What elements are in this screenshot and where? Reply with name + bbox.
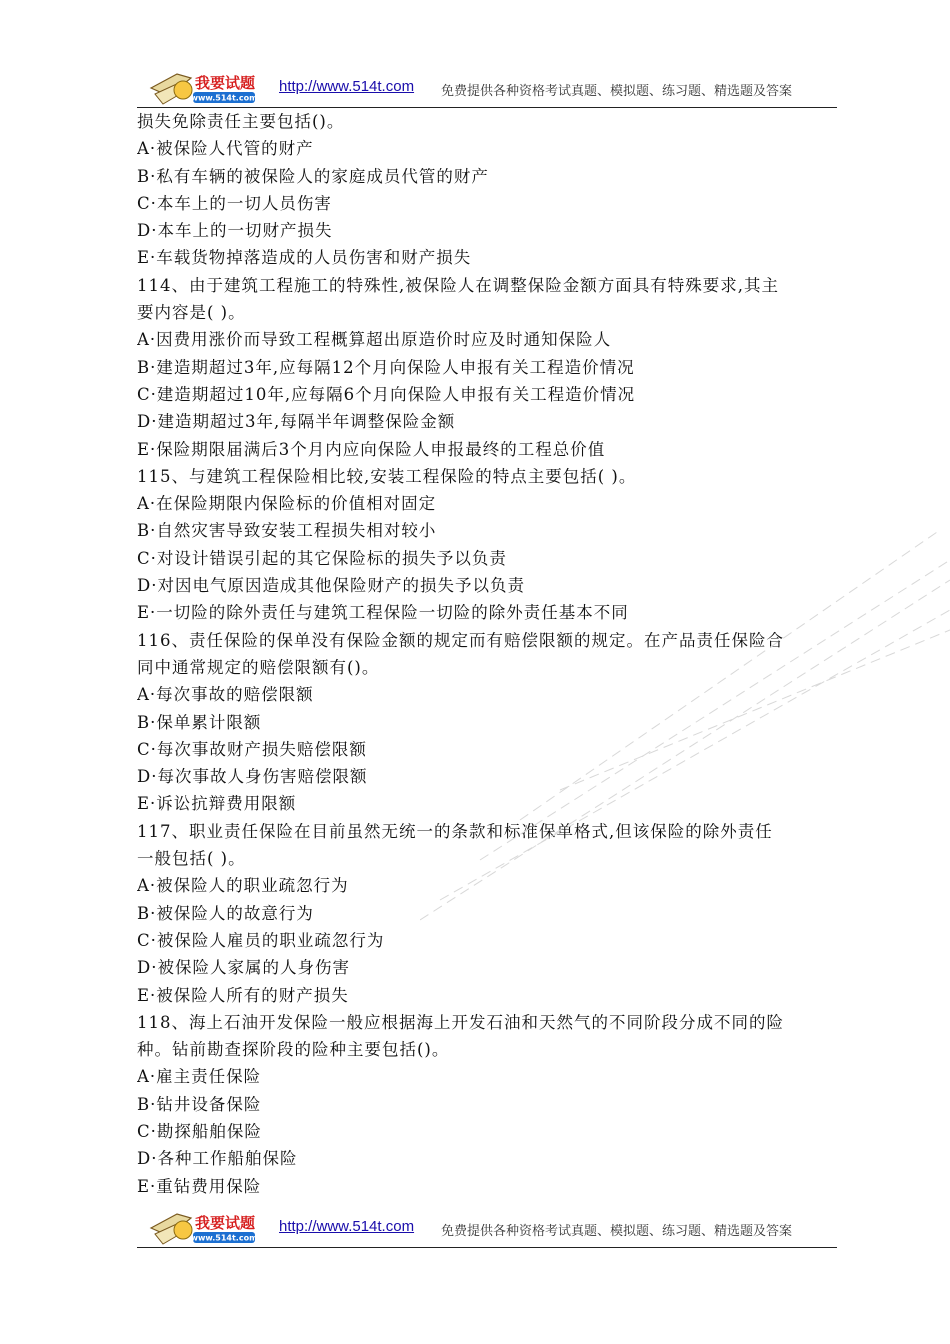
question-stem-line: 114、由于建筑工程施工的特殊性,被保险人在调整保险金额方面具有特殊要求,其主 (137, 275, 779, 295)
answer-option: A·被保险人代管的财产 (137, 139, 314, 159)
logo-text: 我要试题 (195, 74, 256, 92)
question-stem-line: 117、职业责任保险在目前虽然无统一的条款和标准保单格式,但该保险的除外责任 (137, 821, 773, 841)
site-url-link[interactable]: http://www.514t.com (279, 78, 415, 95)
logo-text: 我要试题 (195, 1214, 256, 1232)
answer-option: D·被保险人家属的人身伤害 (137, 958, 350, 978)
answer-option: C·每次事故财产损失赔偿限额 (137, 739, 367, 759)
text-line: 要内容是( )。 (137, 303, 246, 323)
answer-option: D·建造期超过3年,每隔半年调整保险金额 (137, 412, 456, 432)
answer-option: E·车载货物掉落造成的人员伤害和财产损失 (137, 248, 472, 268)
text-line: 同中通常规定的赔偿限额有()。 (137, 657, 380, 677)
logo-subtext: www.514t.com (190, 1233, 257, 1243)
answer-option: B·建造期超过3年,应每隔12个月向保险人申报有关工程造价情况 (137, 357, 635, 377)
page-header (137, 68, 837, 108)
answer-option: E·被保险人所有的财产损失 (137, 985, 349, 1005)
answer-option: E·重钻费用保险 (137, 1176, 262, 1196)
site-tagline: 免费提供各种资格考试真题、模拟题、练习题、精选题及答案 (441, 84, 793, 99)
answer-option: D·各种工作船舶保险 (137, 1149, 298, 1169)
question-content (137, 108, 837, 1200)
answer-option: E·保险期限届满后3个月内应向保险人申报最终的工程总价值 (137, 439, 606, 459)
answer-option: C·建造期超过10年,应每隔6个月向保险人申报有关工程造价情况 (137, 384, 636, 404)
answer-option: C·对设计错误引起的其它保险标的损失予以负责 (137, 548, 507, 568)
answer-option: B·被保险人的故意行为 (137, 903, 314, 923)
page-footer (137, 1208, 837, 1248)
site-logo (147, 1208, 257, 1248)
question-stem-line: 118、海上石油开发保险一般应根据海上开发石油和天然气的不同阶段分成不同的险 (137, 1012, 784, 1032)
answer-option: C·被保险人雇员的职业疏忽行为 (137, 930, 385, 950)
answer-option: C·勘探船舶保险 (137, 1121, 262, 1141)
site-tagline: 免费提供各种资格考试真题、模拟题、练习题、精选题及答案 (441, 1224, 793, 1239)
answer-option: B·保单累计限额 (137, 712, 262, 732)
text-line: 损失免除责任主要包括()。 (137, 112, 345, 131)
text-line: 种。钻前勘查探阶段的险种主要包括()。 (137, 1040, 450, 1060)
answer-option: A·在保险期限内保险标的价值相对固定 (137, 494, 437, 514)
answer-option: A·每次事故的赔偿限额 (137, 685, 314, 705)
answer-option: B·钻井设备保险 (137, 1094, 262, 1114)
answer-option: D·本车上的一切财产损失 (137, 221, 333, 241)
answer-option: A·被保险人的职业疏忽行为 (137, 876, 349, 896)
question-stem-line: 115、与建筑工程保险相比较,安装工程保险的特点主要包括( )。 (137, 466, 637, 486)
site-url-link[interactable]: http://www.514t.com (279, 1218, 415, 1235)
answer-option: D·对因电气原因造成其他保险财产的损失予以负责 (137, 576, 525, 596)
answer-option: C·本车上的一切人员伤害 (137, 193, 332, 213)
question-stem-line: 116、责任保险的保单没有保险金额的规定而有赔偿限额的规定。在产品责任保险合 (137, 630, 784, 650)
footer-rule (137, 1247, 837, 1248)
answer-option: B·私有车辆的被保险人的家庭成员代管的财产 (137, 166, 489, 186)
logo-subtext: www.514t.com (190, 93, 257, 103)
text-line: 一般包括( )。 (137, 849, 246, 869)
answer-option: A·雇主责任保险 (137, 1067, 262, 1087)
answer-option: A·因费用涨价而导致工程概算超出原造价时应及时通知保险人 (137, 330, 612, 350)
site-logo (147, 68, 257, 108)
answer-option: E·诉讼抗辩费用限额 (137, 794, 297, 814)
answer-option: E·一切险的除外责任与建筑工程保险一切险的除外责任基本不同 (137, 603, 629, 623)
answer-option: D·每次事故人身伤害赔偿限额 (137, 767, 368, 787)
answer-option: B·自然灾害导致安装工程损失相对较小 (137, 521, 437, 541)
